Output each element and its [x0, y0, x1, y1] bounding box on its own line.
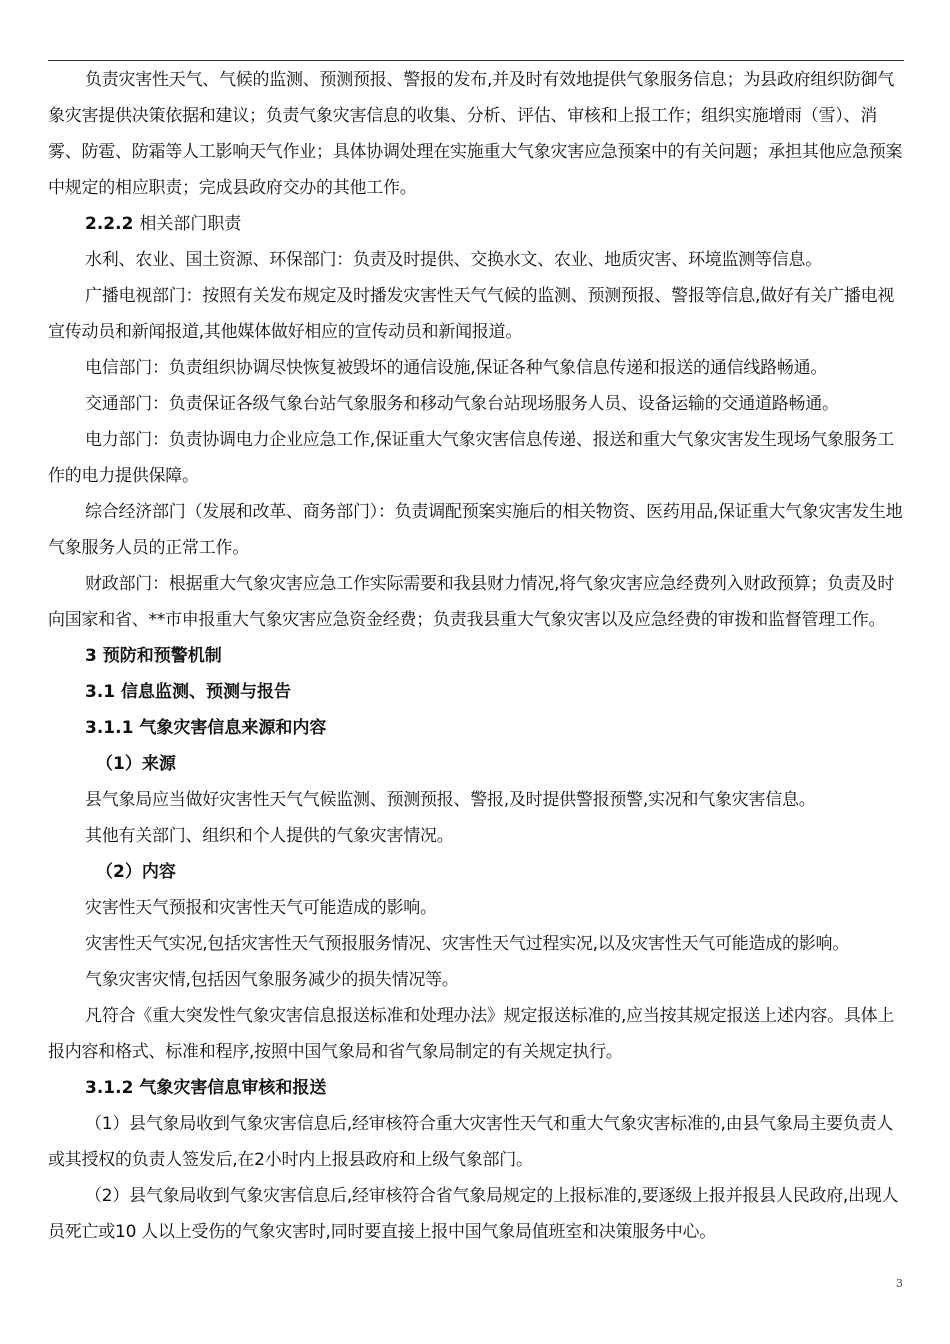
- paragraph-duties-meteorological-bureau: 负责灾害性天气、气候的监测、预测预报、警报的发布,并及时有效地提供气象服务信息；为县政府组织防御气象灾害提供决策依据和建议；负责气象灾害信息的收集、分析、评估、审核和上报工作；组织实施增雨（雪）、消雾、防雹、防霜等人工影响天气作业；具体协调处理在实施重大气象灾害应急预案中的有关问题；承担其他应急预案中规定的相应职责；完成县政府交办的其他工作。: [48, 70, 903, 198]
- paragraph-review-1: （1）县气象局收到气象灾害信息后,经审核符合重大灾害性天气和重大气象灾害标准的,由县气象局主要负责人或其授权的负责人签发后,在2小时内上报县政府和上级气象部门。: [48, 1114, 894, 1170]
- heading-3-1: 3.1 信息监测、预测与报告: [85, 682, 292, 702]
- paragraph-power: 电力部门：负责协调电力企业应急工作,保证重大气象灾害信息传递、报送和重大气象灾害发生现场气象服务工作的电力提供保障。: [48, 430, 895, 486]
- paragraph-content-standard: 凡符合《重大突发性气象灾害信息报送标准和处理办法》规定报送标准的,应当按其规定报送上述内容。具体上报内容和格式、标准和程序,按照中国气象局和省气象局制定的有关规定执行。: [48, 1006, 895, 1062]
- page-number: 3: [896, 1277, 903, 1290]
- heading-source: （1）来源: [96, 754, 176, 774]
- paragraph-content-disaster: 气象灾害灾情,包括因气象服务减少的损失情况等。: [85, 970, 459, 990]
- header-rule: [48, 60, 904, 61]
- heading-3-1-1: 3.1.1 气象灾害信息来源和内容: [85, 718, 327, 738]
- paragraph-water-agriculture: 水利、农业、国土资源、环保部门：负责及时提供、交换水文、农业、地质灾害、环境监测等信息。: [85, 250, 822, 270]
- heading-2-2-2: [48, 206, 904, 242]
- heading-3-1-2: 3.1.2 气象灾害信息审核和报送: [85, 1078, 327, 1098]
- paragraph-economy: 综合经济部门（发展和改革、商务部门）：负责调配预案实施后的相关物资、医药用品,保证重大气象灾害发生地气象服务人员的正常工作。: [48, 502, 903, 558]
- document-body: [48, 62, 904, 1250]
- heading-content: （2）内容: [96, 862, 176, 882]
- paragraph-source-others: 其他有关部门、组织和个人提供的气象灾害情况。: [85, 826, 454, 846]
- paragraph-content-forecast: 灾害性天气预报和灾害性天气可能造成的影响。: [85, 898, 437, 918]
- paragraph-transport: 交通部门：负责保证各级气象台站气象服务和移动气象台站现场服务人员、设备运输的交通道路畅通。: [85, 394, 839, 414]
- paragraph-review-2: （2）县气象局收到气象灾害信息后,经审核符合省气象局规定的上报标准的,要逐级上报并报县人民政府,出现人员死亡或10 人以上受伤的气象灾害时,同时要直接上报中国气象局值班室和决策服务中心。: [48, 1186, 899, 1242]
- paragraph-broadcast: 广播电视部门：按照有关发布规定及时播发灾害性天气气候的监测、预测预报、警报等信息,做好有关广播电视宣传动员和新闻报道,其他媒体做好相应的宣传动员和新闻报道。: [48, 286, 895, 342]
- paragraph-telecom: 电信部门：负责组织协调尽快恢复被毁坏的通信设施,保证各种气象信息传递和报送的通信线路畅通。: [85, 358, 828, 378]
- paragraph-content-actual: 灾害性天气实况,包括灾害性天气预报服务情况、灾害性天气过程实况,以及灾害性天气可能造成的影响。: [85, 934, 850, 954]
- paragraph-finance: 财政部门：根据重大气象灾害应急工作实际需要和我县财力情况,将气象灾害应急经费列入财政预算；负责及时向国家和省、**市申报重大气象灾害应急资金经费；负责我县重大气象灾害以及应急经费的审拨和监督管理工作。: [48, 574, 895, 630]
- heading-text: 相关部门职责: [139, 214, 242, 234]
- heading-number: 2.2.2: [85, 214, 134, 234]
- heading-3: 3 预防和预警机制: [85, 646, 222, 666]
- paragraph-source-bureau: 县气象局应当做好灾害性天气气候监测、预测预报、警报,及时提供警报预警,实况和气象灾害信息。: [85, 790, 816, 810]
